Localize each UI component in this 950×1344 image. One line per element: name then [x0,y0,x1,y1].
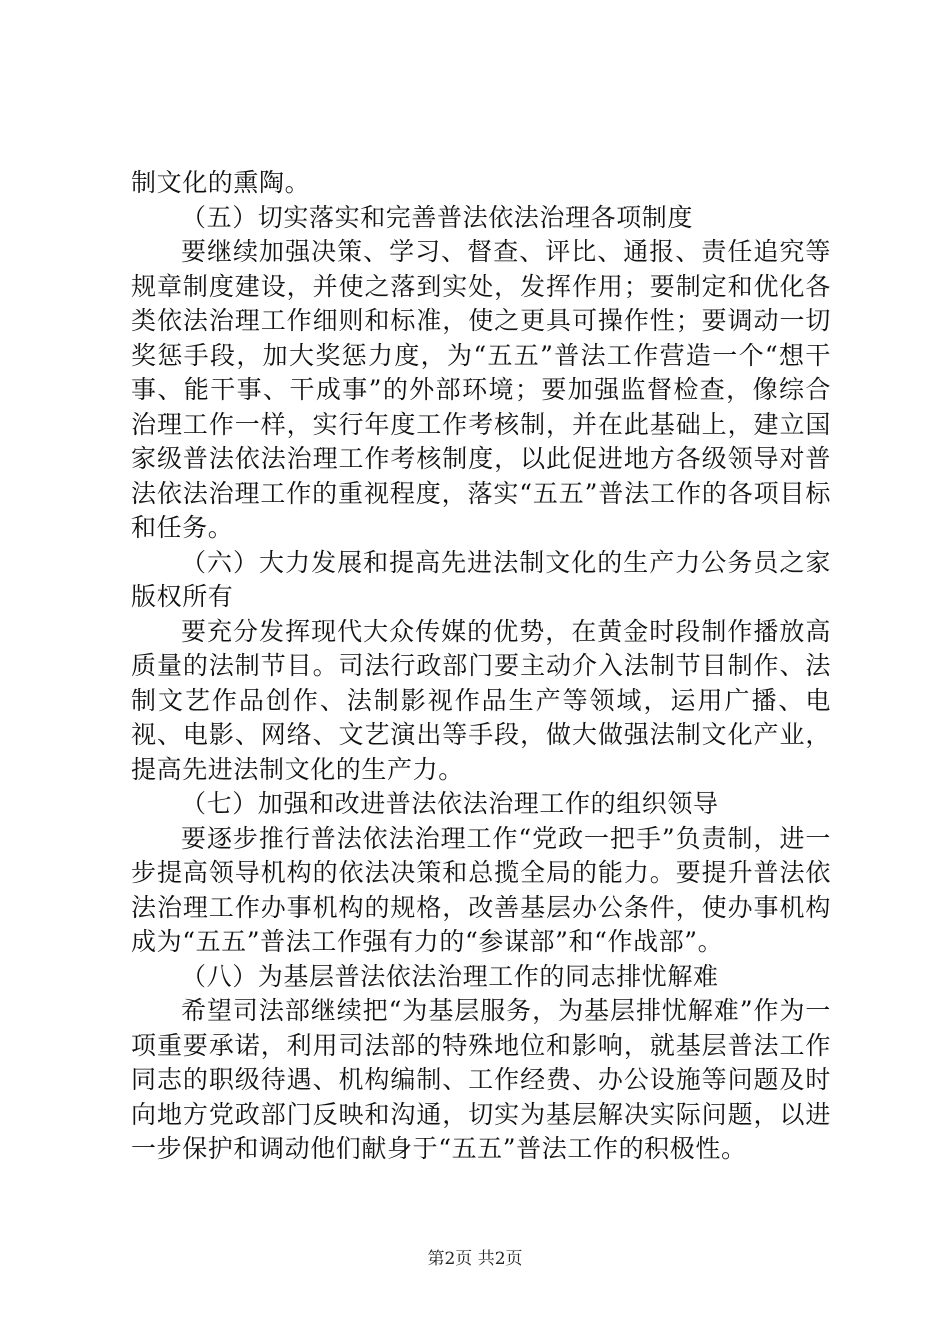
paragraph-continuation: 制文化的熏陶。 [131,168,311,197]
paragraph: 希望司法部继续把“为基层服务，为基层排忧解难”作为一项重要承诺，利用司法部的特殊地位和影响，就基层普法工作同志的职级待遇、机构编制、工作经费、办公设施等问题及时向地方党政部门反映和沟通，切实为基层解决实际问题，以进一步保护和调动他们献身于“五五”普法工作的积极性。 [131,996,831,1163]
paragraph: 要逐步推行普法依法治理工作“党政一把手”负责制，进一步提高领导机构的依法决策和总揽全局的能力。要提升普法依法治理工作办事机构的规格，改善基层办公条件，使办事机构成为“五五”普法工作强有力的“参谋部”和“作战部”。 [131,823,831,956]
section-heading-8: （八）为基层普法依法治理工作的同志排忧解难 [181,961,719,991]
section-heading-5: （五）切实落实和完善普法依法治理各项制度 [181,202,694,232]
document-body [131,166,831,1167]
paragraph: 要充分发挥现代大众传媒的优势，在黄金时段制作播放高质量的法制节目。司法行政部门要主动介入法制节目制作、法制文艺作品创作、法制影视作品生产等领域，运用广播、电视、电影、网络、文艺演出等手段，做大做强法制文化产业，提高先进法制文化的生产力。 [131,616,831,784]
section-heading-7: （七）加强和改进普法依法治理工作的组织领导 [181,789,719,818]
page-footer: 第2页 共2页 [427,1249,523,1269]
section-heading-6: （六）大力发展和提高先进法制文化的生产力公务员之家版权所有 [131,547,831,611]
paragraph: 要继续加强决策、学习、督查、评比、通报、责任追究等规章制度建设，并使之落到实处，发挥作用；要制定和优化各类依法治理工作细则和标准，使之更具可操作性；要调动一切奖惩手段，加大奖惩力度，为“五五”普法工作营造一个“想干事、能干事、干成事”的外部环境；要加强监督检查，像综合治理工作一样，实行年度工作考核制，并在此基础上，建立国家级普法依法治理工作考核制度，以此促进地方各级领导对普法依法治理工作的重视程度，落实“五五”普法工作的各项目标和任务。 [131,237,831,542]
